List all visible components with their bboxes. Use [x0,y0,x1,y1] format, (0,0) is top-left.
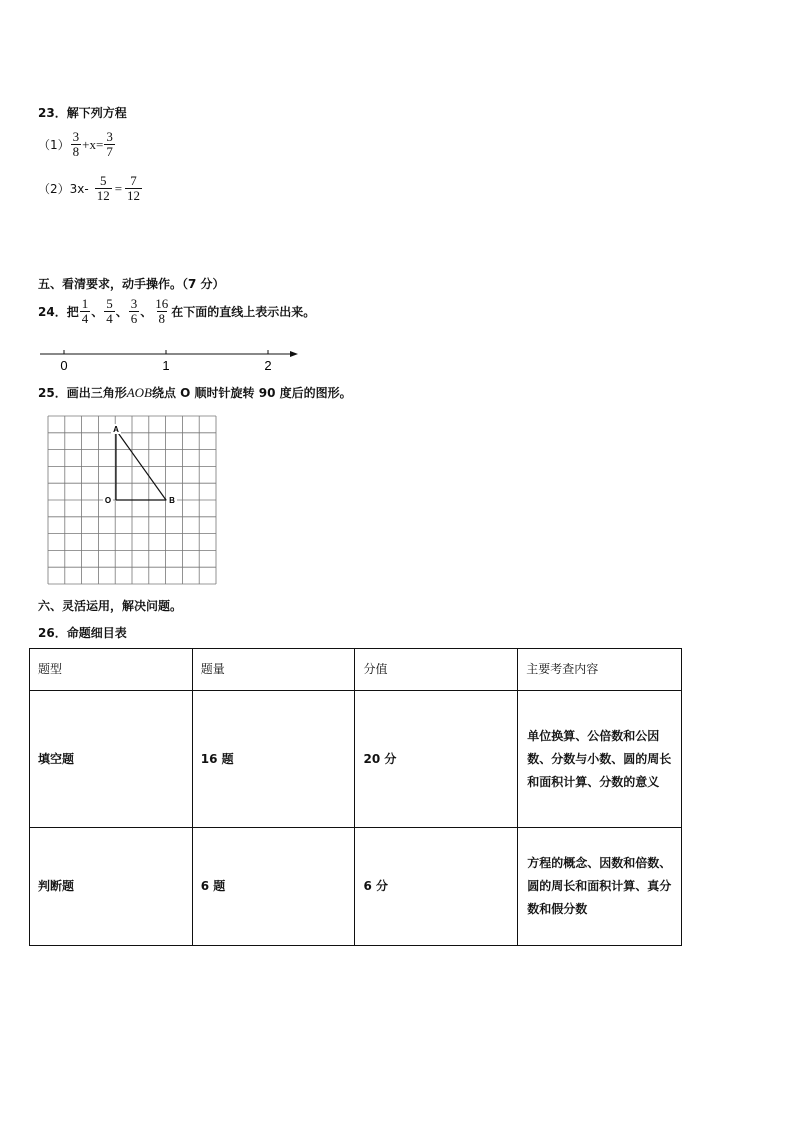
header-cell: 题型 [30,649,193,691]
table-cell: 20 分 [355,691,518,828]
point-o-label: O [104,496,112,505]
table-cell: 判断题 [30,828,193,946]
header-cell: 主要考查内容 [518,649,682,691]
q23-heading: 23．解下列方程 [38,106,127,120]
triangle-name: AOB [126,384,152,400]
q24-fraction-3: $\frac{3}{6}$ [130,296,138,326]
q24-separator: 、 [115,305,128,319]
q24-fraction-2: $\frac{5}{4}$ [106,296,113,326]
q24-suffix: 在下面的直线上表示出来。 [171,305,316,319]
table-cell: 填空题 [30,691,193,828]
table-cell: 16 题 [192,691,355,828]
triangle-side-ab [116,430,166,500]
eq1-fraction-right: $\frac{3}{7}$ [106,129,113,159]
q24-separator: 、 [91,305,104,319]
q24-separator: 、 [140,305,153,319]
eq1-operator: +x= [82,136,104,152]
table-cell: 单位换算、公倍数和公因数、分数与小数、圆的周长和面积计算、分数的意义 [518,691,682,828]
tick-label-1: 1 [162,358,170,373]
q24-prefix: 24．把 [38,305,79,319]
q25-prompt: 25．画出三角形 AOB 绕点 O 顺时针旋转 90 度后的图形。 [38,384,352,400]
q26-heading: 26．命题细目表 [38,626,127,640]
section5-heading: 五、看清要求，动手操作。（7 分） [38,277,225,291]
tick-label-2: 2 [264,358,272,373]
eq2-operator: = [114,180,123,196]
rotation-grid [46,414,218,588]
spec-table [29,648,682,946]
header-cell: 分值 [355,649,518,691]
arrow-right-icon [290,351,298,357]
q24-fraction-1: $\frac{1}{4}$ [81,296,89,326]
table-row [30,828,682,946]
section6-heading: 六、灵活运用，解决问题。 [38,599,183,613]
eq2-fraction-right: $\frac{7}{12}$ [127,173,141,203]
table-header-row [30,649,682,691]
number-line [36,344,302,374]
table-row [30,691,682,828]
eq1-label: （1） [38,138,70,152]
table-cell: 6 分 [355,828,518,946]
q23-equation-1 [38,130,116,159]
eq1-fraction-left: $\frac{3}{8}$ [72,129,80,159]
q23-equation-2 [38,174,143,203]
point-a-label: A [113,425,119,434]
eq2-label: （2）3x- [38,182,89,196]
q24-prompt [38,297,315,326]
q24-fraction-4: $\frac{16}{8}$ [155,296,169,326]
point-b-label: B [169,496,175,505]
eq2-fraction-left: $\frac{5}{12}$ [96,173,110,203]
header-cell: 题量 [192,649,355,691]
table-cell: 6 题 [192,828,355,946]
tick-label-0: 0 [60,358,68,373]
table-cell: 方程的概念、因数和倍数、圆的周长和面积计算、真分数和假分数 [518,828,682,946]
